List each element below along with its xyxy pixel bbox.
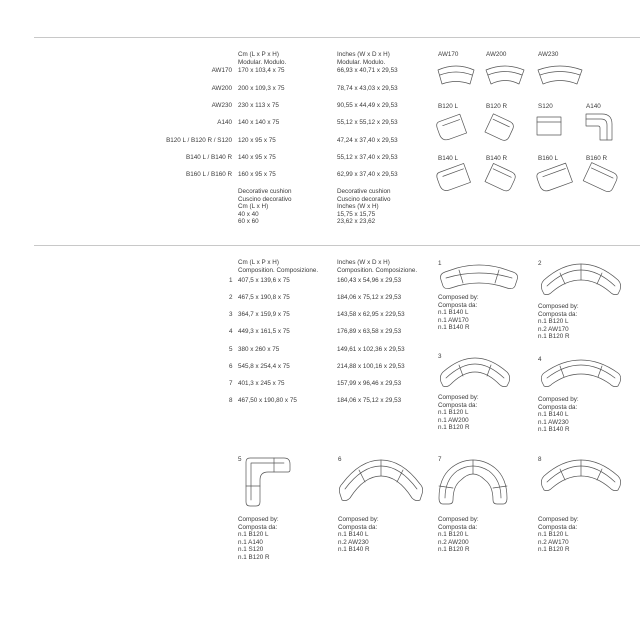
composition-diagram-number: 6 — [338, 456, 342, 463]
module-cm: 200 x 109,3 x 75 — [238, 85, 285, 92]
composition-inch: 176,89 x 63,58 x 29,53 — [337, 328, 402, 335]
composition-number: 2 — [229, 294, 233, 301]
curved-module-icon — [436, 62, 476, 88]
module-inch: 66,93 x 40,71 x 29,53 — [337, 67, 398, 74]
composition-number: 8 — [229, 397, 233, 404]
module-name: AW230 — [211, 102, 232, 109]
end-module-right-icon — [486, 114, 514, 140]
composition-diagram-number: 7 — [438, 456, 442, 463]
module-cm: 140 x 95 x 75 — [238, 154, 276, 161]
composition-number: 4 — [229, 328, 233, 335]
module-icon-label: B120 L — [438, 103, 458, 110]
module-inch: 62,99 x 37,40 x 29,53 — [337, 171, 398, 178]
composition-diagram-number: 5 — [238, 456, 242, 463]
composition-6-contents: Composed by: Composta da: n.1 B140 L n.2 AW230 n.1 B140 R — [338, 516, 379, 554]
composition-6-icon — [336, 456, 426, 506]
module-cm: 170 x 103,4 x 75 — [238, 67, 285, 74]
composition-number: 1 — [229, 277, 233, 284]
module-icon-label: B160 R — [586, 155, 608, 162]
composition-diagram-number: 8 — [538, 456, 542, 463]
modules-inch-header: Inches (W x D x H) Modular. Modulo. — [337, 51, 390, 66]
composition-3-contents: Composed by: Composta da: n.1 B120 L n.1 AW200 n.1 B120 R — [438, 394, 479, 432]
module-icon-label: B140 R — [486, 155, 508, 162]
composition-8-contents: Composed by: Composta da: n.1 B120 L n.2 AW170 n.1 B120 R — [538, 516, 579, 554]
end-module-right-icon — [584, 164, 618, 190]
composition-4-contents: Composed by: Composta da: n.1 B140 L n.1 AW230 n.1 B140 R — [538, 396, 579, 434]
module-icon-label: AW200 — [486, 51, 507, 58]
composition-7-contents: Composed by: Composta da: n.1 B120 L n.2 AW200 n.1 B120 R — [438, 516, 479, 554]
module-icon-label: B120 R — [486, 103, 508, 110]
composition-number: 7 — [229, 380, 233, 387]
composition-cm: 364,7 x 159,9 x 75 — [238, 311, 290, 318]
composition-inch: 157,99 x 96,46 x 29,53 — [337, 380, 402, 387]
module-inch: 90,55 x 44,49 x 29,53 — [337, 102, 398, 109]
cushion-inch-block: Decorative cushion Cuscino decorativo Inches (W x H) 15,75 x 15,75 23,62 x 23,62 — [337, 188, 391, 226]
compositions-inch-header: Inches (W x D x H) Composition. Composizione. — [337, 259, 418, 274]
top-divider — [34, 37, 640, 38]
composition-inch: 214,88 x 100,16 x 29,53 — [337, 363, 405, 370]
composition-number: 3 — [229, 311, 233, 318]
composition-5-icon — [244, 456, 304, 508]
composition-diagram-number: 1 — [438, 260, 442, 267]
module-name: B140 L / B140 R — [186, 154, 232, 161]
module-inch: 47,24 x 37,40 x 29,53 — [337, 137, 398, 144]
module-name: AW170 — [211, 67, 232, 74]
curved-module-icon — [484, 64, 526, 88]
composition-2-icon — [538, 262, 624, 298]
middle-divider — [34, 245, 640, 246]
module-name: AW200 — [211, 85, 232, 92]
composition-cm: 545,8 x 254,4 x 75 — [238, 363, 290, 370]
composition-cm: 449,3 x 161,5 x 75 — [238, 328, 290, 335]
end-module-left-icon — [436, 164, 470, 190]
composition-cm: 380 x 260 x 75 — [238, 346, 280, 353]
curved-module-icon — [536, 64, 584, 88]
module-cm: 140 x 140 x 75 — [238, 119, 280, 126]
composition-inch: 184,06 x 75,12 x 29,53 — [337, 294, 402, 301]
composition-4-icon — [538, 358, 624, 390]
module-icon-label: AW170 — [438, 51, 459, 58]
modules-cm-header: Cm (L x P x H) Modular. Modulo. — [238, 51, 287, 66]
end-module-left-icon — [436, 114, 466, 140]
module-inch: 78,74 x 43,03 x 29,53 — [337, 85, 398, 92]
straight-module-icon — [536, 116, 562, 136]
module-cm: 120 x 95 x 75 — [238, 137, 276, 144]
composition-cm: 401,3 x 245 x 75 — [238, 380, 285, 387]
composition-8-icon — [538, 458, 624, 494]
composition-diagram-number: 2 — [538, 260, 542, 267]
module-inch: 55,12 x 37,40 x 29,53 — [337, 154, 398, 161]
composition-inch: 184,06 x 75,12 x 29,53 — [337, 397, 402, 404]
composition-inch: 149,61 x 102,36 x 29,53 — [337, 346, 405, 353]
module-inch: 55,12 x 55,12 x 29,53 — [337, 119, 398, 126]
module-cm: 160 x 95 x 75 — [238, 171, 276, 178]
composition-number: 5 — [229, 346, 233, 353]
module-icon-label: B160 L — [538, 155, 558, 162]
composition-inch: 160,43 x 54,96 x 29,53 — [337, 277, 402, 284]
module-name: B120 L / B120 R / S120 — [166, 137, 232, 144]
module-cm: 230 x 113 x 75 — [238, 102, 279, 109]
corner-module-icon — [584, 112, 614, 142]
composition-diagram-number: 3 — [438, 353, 442, 360]
module-name: B160 L / B160 R — [186, 171, 232, 178]
composition-5-contents: Composed by: Composta da: n.1 B120 L n.1 A140 n.1 S120 n.1 B120 R — [238, 516, 279, 561]
composition-cm: 467,50 x 190,80 x 75 — [238, 397, 297, 404]
composition-1-icon — [437, 262, 521, 292]
end-module-left-icon — [536, 164, 572, 190]
end-module-right-icon — [486, 164, 516, 190]
composition-cm: 407,5 x 139,6 x 75 — [238, 277, 290, 284]
composition-3-icon — [437, 356, 513, 390]
composition-1-contents: Composed by: Composta da: n.1 B140 L n.1 AW170 n.1 B140 R — [438, 294, 479, 332]
module-icon-label: AW230 — [538, 51, 559, 58]
composition-7-icon — [437, 458, 509, 508]
cushion-cm-block: Decorative cushion Cuscino decorativo Cm (L x H) 40 x 40 60 x 60 — [238, 188, 292, 226]
module-icon-label: B140 L — [438, 155, 458, 162]
composition-cm: 467,5 x 190,8 x 75 — [238, 294, 290, 301]
composition-2-contents: Composed by: Composta da: n.1 B120 L n.2 AW170 n.1 B120 R — [538, 303, 579, 341]
module-name: A140 — [217, 119, 232, 126]
composition-inch: 143,58 x 62,95 x 229,53 — [337, 311, 405, 318]
compositions-cm-header: Cm (L x P x H) Composition. Composizione. — [238, 259, 319, 274]
module-icon-label: S120 — [538, 103, 553, 110]
composition-number: 6 — [229, 363, 233, 370]
module-icon-label: A140 — [586, 103, 601, 110]
composition-diagram-number: 4 — [538, 356, 542, 363]
